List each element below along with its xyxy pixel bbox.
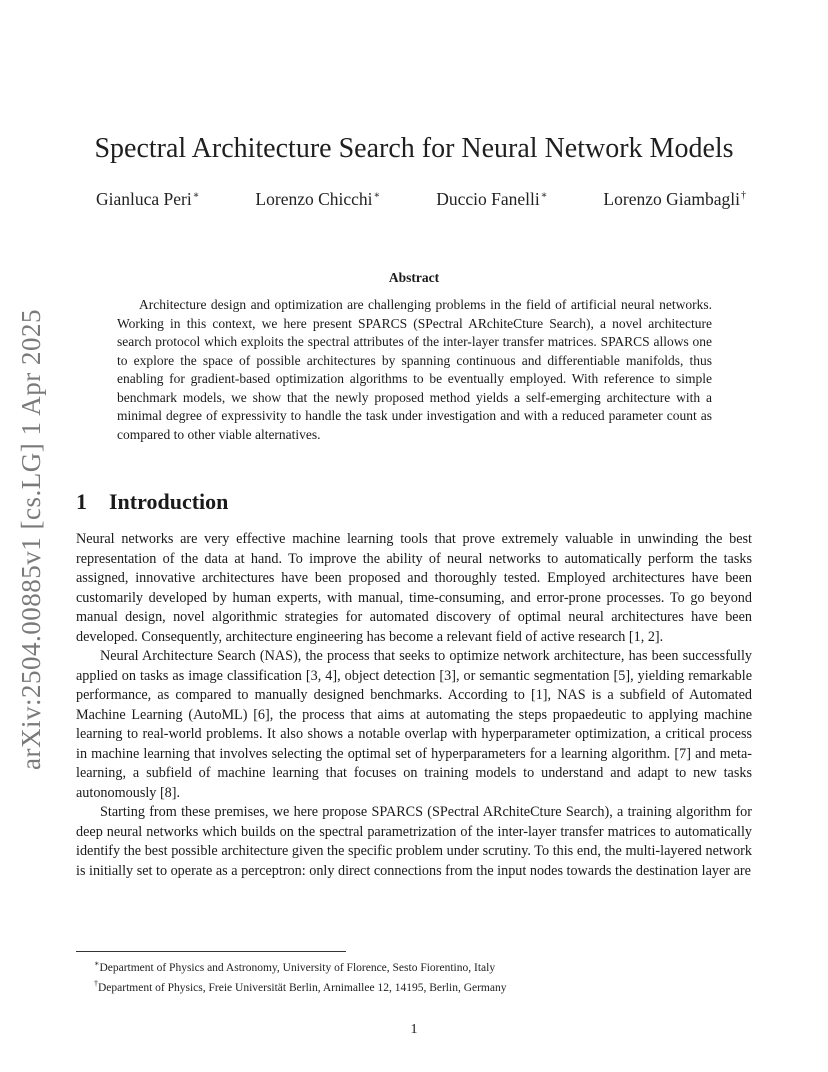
author-name: Gianluca Peri — [96, 189, 192, 209]
footnote-divider — [76, 951, 346, 952]
section-title: Introduction — [109, 489, 229, 514]
footnotes — [94, 956, 754, 996]
abstract-heading: Abstract — [388, 270, 440, 285]
author-affiliation-mark: † — [740, 190, 746, 202]
author-affiliation-mark: ∗ — [540, 190, 548, 202]
footnote-mark: ∗ — [94, 959, 100, 968]
author-affiliation-mark: ∗ — [373, 190, 381, 202]
arxiv-identifier-text: arXiv:2504.00885v1 [cs.LG] 1 Apr 2025 — [16, 309, 46, 770]
author — [255, 189, 380, 210]
author-affiliation-mark: ∗ — [192, 190, 200, 202]
author-list — [96, 189, 746, 210]
arxiv-identifier — [16, 290, 56, 770]
author — [603, 189, 746, 210]
footnote — [94, 956, 754, 976]
footnote — [94, 976, 754, 996]
author-name: Duccio Fanelli — [436, 189, 540, 209]
author — [436, 189, 547, 210]
section-body — [76, 530, 752, 881]
footnote-text: Department of Physics and Astronomy, University of Florence, Sesto Fiorentino, Italy — [99, 961, 496, 974]
footnote-mark: † — [94, 978, 98, 988]
author-name: Lorenzo Chicchi — [255, 189, 373, 209]
footnote-text: Department of Physics, Freie Universität Berlin, Arnimallee 12, 14195, Berlin, Germany — [98, 981, 507, 994]
section-number: 1 — [76, 489, 87, 514]
author — [96, 189, 200, 210]
section-heading — [76, 489, 228, 515]
paragraph: Neural networks are very effective machine learning tools that prove extremely valuable in unwinding the best representation of the data at hand. To improve the ability of neural networks to automatically perform the tasks assigned, innovative architectures have been proposed and thoroughly tested. Employed architectures have been customarily developed by human experts, with manual, time-consuming, and error-prone processes. To go beyond manual design, novel algorithmic strategies for automated discovery of optimal neural architectures have been developed. Consequently, architecture engineering has become a relevant field of active research [1, 2]. — [76, 531, 752, 645]
paragraph: Starting from these premises, we here propose SPARCS (SPectral ARchiteCture Search), a training algorithm for deep neural networks which builds on the spectral parametrization of the inter-layer transfer matrices to automatically identify the best possible architecture given the specific problem under scrutiny. To this end, the multi-layered network is initially set to operate as a perceptron: only direct connections from the input nodes towards the destination layer are — [76, 804, 752, 879]
author-name: Lorenzo Giambagli — [603, 189, 740, 209]
page-number: 1 — [410, 1022, 418, 1037]
abstract-text: Architecture design and optimization are challenging problems in the field of artificial neural networks. Working in this context, we here present SPARCS (SPectral ARchiteCture Search), a novel architecture search protocol which exploits the spectral attributes of the inter-layer transfer matrices. SPARCS allows one to explore the space of possible architectures by spanning continuous and differentiable manifolds, thus enabling for gradient-based optimization algorithms to be eventually employed. With reference to simple benchmark models, we show that the newly proposed method yields a self-emerging architecture with a minimal degree of expressivity to handle the task under investigation and with a reduced parameter count as compared to other viable alternatives. — [117, 297, 712, 442]
paper-title: Spectral Architecture Search for Neural Network Models — [94, 133, 734, 164]
paragraph: Neural Architecture Search (NAS), the process that seeks to optimize network architecture, has been successfully applied on tasks as image classification [3, 4], object detection [3], or semantic segmentation [5], yielding remarkable performance, as compared to manually designed benchmarks. According to [1], NAS is a subfield of Automated Machine Learning (AutoML) [6], the process that aims at automating the steps propaedeutic to applying machine learning to real-world problems. It also shows a notable overlap with hyperparameter optimization, a critical process in machine learning that involves selecting the optimal set of hyperparameters for a learning algorithm. [7] and meta-learning, a subfield of machine learning that focuses on training models to understand and adapt to new tasks autonomously [8]. — [76, 648, 752, 801]
